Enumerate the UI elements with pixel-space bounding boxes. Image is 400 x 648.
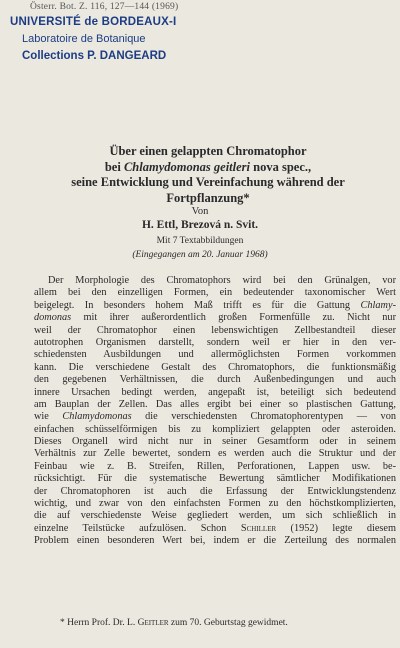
footnote-suffix: zum 70. Geburtstag gewidmet. bbox=[168, 618, 288, 628]
title-line-1: Über einen gelappten Chromatophor bbox=[109, 144, 307, 158]
body-text-run: Verhältnis zur Zelle bewertet, sondern es werden auch die Struktur und der bbox=[34, 448, 396, 460]
body-text-run: beigelegt. In besonders hohem Maß trifft es für die Gattung bbox=[34, 299, 361, 311]
body-text-run: die verschiedensten Chromatophorentypen — von bbox=[131, 411, 396, 423]
author-name: H. Ettl, Brezová n. Svit. bbox=[141, 219, 259, 231]
library-stamp bbox=[10, 14, 176, 65]
body-text-run: der Chromatophoren ist auch die Erfassung der Entwicklungstendenz bbox=[34, 485, 396, 497]
paper-title bbox=[30, 144, 386, 206]
body-text-run: allem bei den einzelligen Formen, ein bedeutender taxonomischer Wert bbox=[34, 287, 396, 299]
stamp-line-university: UNIVERSITÉ de BORDEAUX-I bbox=[10, 16, 177, 28]
by-label: Von bbox=[191, 206, 209, 217]
received-date: (Eingegangen am 20. Januar 1968) bbox=[132, 250, 268, 260]
body-line bbox=[34, 362, 396, 374]
body-text-run: den gegebenen Verhältnissen, die durch Außenbedingungen und auch bbox=[34, 374, 396, 386]
body-text-run: innere Ursachen bedingt werden, angepaßt ist, beteiligt sich bedeutend bbox=[34, 386, 396, 398]
journal-citation: Österr. Bot. Z. 116, 127—144 (1969) bbox=[30, 2, 179, 12]
title-line-2 bbox=[30, 160, 386, 176]
body-line bbox=[34, 337, 396, 349]
stamp-line-collection: Collections P. DANGEARD bbox=[22, 50, 167, 62]
body-line bbox=[34, 374, 396, 386]
body-text-run: (1952) legte diesem bbox=[276, 522, 396, 534]
species-name: Chlamydomonas geitleri bbox=[123, 159, 251, 174]
body-text-run: Der Morphologie des Chromatophors wird bei den Grünalgen, vor bbox=[48, 275, 396, 286]
body-text-run: weil der Chromatophor einen lebenswichtigen Zellbestandteil dieser bbox=[34, 324, 396, 336]
body-line bbox=[34, 461, 396, 473]
body-text-run: wie bbox=[34, 411, 63, 423]
figures-note: Mit 7 Textabbildungen bbox=[156, 236, 244, 246]
body-line bbox=[34, 325, 396, 337]
title-line-3: seine Entwicklung und Vereinfachung während der bbox=[71, 175, 345, 189]
body-text-run: schiedensten Ausbildungen und allermöglichsten Formen vorkommen bbox=[34, 349, 396, 361]
footnote-name: Geitler bbox=[137, 618, 169, 628]
body-text-run: Dieses Organell wird nicht nur in seiner Gesamtform oder in seinem bbox=[34, 436, 396, 448]
body-line bbox=[34, 312, 396, 324]
body-text-run: rücksichtigt. Für die systematische Bewertung sämtlicher Modifikationen bbox=[34, 473, 396, 485]
body-line bbox=[34, 387, 396, 399]
body-text-run: einfachen schüsselförmigen bis zu kompliziert gelappten oder asteroiden. bbox=[34, 423, 396, 435]
body-text-run: autotrophen Organismen darstellt, sondern weil er hier in den ver- bbox=[34, 336, 396, 348]
title-line-4: Fortpflanzung* bbox=[166, 190, 250, 205]
footnote bbox=[60, 618, 288, 628]
body-text-run: die auf verschiedenste Weise gegliedert werden, um sich schließlich in bbox=[34, 510, 396, 522]
body-line bbox=[34, 486, 396, 498]
body-line bbox=[34, 523, 396, 535]
body-text-run: einzelne Teilstücke aufzulösen. Schon bbox=[34, 522, 241, 534]
body-text-run: am Bauplan der Zellen. Das alles ergibt bei einer so plastischen Gattung, bbox=[34, 398, 396, 410]
body-text-run: wichtig, und zwar von den einfachsten Formen zu den höchstkomplizierten, bbox=[34, 498, 396, 510]
body-line bbox=[34, 473, 396, 485]
emphasized-text: Schiller bbox=[240, 522, 277, 534]
body-text bbox=[34, 275, 396, 548]
emphasized-text: domonas bbox=[34, 312, 72, 324]
body-line bbox=[34, 424, 396, 436]
body-line bbox=[34, 535, 396, 547]
body-text-run: Feinbau wie z. B. Streifen, Rillen, Perforationen, Lappen usw. be- bbox=[34, 460, 396, 472]
body-text-run: Problem einen besonderen Wert bei, indem er die Zerteilung des normalen bbox=[34, 535, 396, 547]
body-text-run: kann. Die verschiedene Gestalt des Chromatophors, die funktionsmäßig bbox=[34, 361, 396, 373]
body-line bbox=[34, 349, 396, 361]
body-line bbox=[34, 300, 396, 312]
body-line bbox=[34, 287, 396, 299]
body-line bbox=[34, 411, 396, 423]
emphasized-text: Chlamy- bbox=[360, 299, 396, 311]
footnote-prefix: * Herrn Prof. Dr. L. bbox=[60, 618, 138, 628]
body-line bbox=[34, 436, 396, 448]
body-line bbox=[34, 498, 396, 510]
body-line bbox=[34, 510, 396, 522]
body-line bbox=[34, 275, 396, 287]
body-line bbox=[34, 448, 396, 460]
stamp-line-laboratory: Laboratoire de Botanique bbox=[22, 33, 146, 45]
title-suffix: nova spec., bbox=[250, 159, 312, 174]
body-line bbox=[34, 399, 396, 411]
emphasized-text: Chlamydomonas bbox=[62, 411, 132, 423]
title-prefix: bei bbox=[104, 159, 124, 174]
body-text-run: mit ihrer außerordentlich großen Formenfülle zu. Nicht nur bbox=[71, 312, 396, 324]
